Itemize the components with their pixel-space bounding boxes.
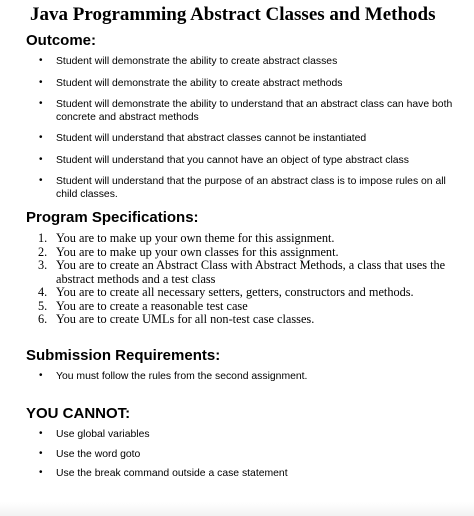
- list-item-text: Student will understand that you cannot have an object of type abstract class: [56, 154, 409, 166]
- list-item: [26, 429, 460, 442]
- list-item-text: You are to create UMLs for all non-test case classes.: [56, 312, 315, 326]
- list-item-text: You are to create an Abstract Class with Abstract Methods, a class that uses the abstract methods and a test class: [56, 258, 446, 286]
- list-item: [26, 133, 460, 146]
- bullet-icon: •: [39, 98, 43, 109]
- list-item-text: Use global variables: [56, 429, 150, 440]
- outcome-list: [26, 56, 460, 201]
- list-item: [26, 259, 460, 286]
- bullet-icon: •: [39, 447, 43, 459]
- program-specifications-heading: Program Specifications:: [26, 209, 199, 226]
- program-specifications-list: [26, 232, 460, 327]
- list-item: [26, 300, 460, 314]
- list-item: [26, 232, 460, 246]
- list-item: [26, 246, 460, 260]
- list-item-text: You are to create a reasonable test case: [56, 298, 248, 313]
- outcome-heading: Outcome:: [26, 32, 97, 49]
- list-item-number: 1.: [38, 231, 48, 245]
- bullet-icon: •: [39, 153, 43, 165]
- you-cannot-heading: YOU CANNOT:: [26, 405, 131, 422]
- list-item-text: Student will understand that the purpose of an abstract class is to impose rules on all child classes.: [56, 176, 446, 200]
- bullet-icon: •: [39, 428, 43, 439]
- list-item: [26, 313, 460, 327]
- page-title: Java Programming Abstract Classes and Methods: [30, 4, 436, 25]
- submission-requirements-list: [26, 371, 460, 384]
- list-item-text: You are to make up your own theme for this assignment.: [56, 231, 335, 245]
- list-item-text: Use the break command outside a case statement: [56, 468, 288, 479]
- list-item: [26, 56, 460, 69]
- list-item: [26, 176, 460, 201]
- submission-requirements-heading: Submission Requirements:: [26, 346, 221, 364]
- list-item-number: 3.: [38, 258, 48, 272]
- bullet-icon: •: [39, 76, 43, 88]
- you-cannot-list: [26, 429, 460, 481]
- list-item: [26, 449, 460, 462]
- list-item: [26, 468, 460, 481]
- page-bottom-edge: [0, 502, 474, 516]
- bullet-icon: •: [39, 369, 43, 381]
- list-item: [26, 371, 460, 384]
- list-item-number: 4.: [38, 285, 48, 299]
- list-item-text: Student will demonstrate the ability to create abstract classes: [56, 56, 338, 67]
- list-item-number: 2.: [38, 244, 48, 259]
- bullet-icon: •: [39, 175, 43, 186]
- list-item-number: 5.: [38, 298, 48, 313]
- list-item: [26, 99, 460, 124]
- list-item: [26, 155, 460, 168]
- list-item-text: You must follow the rules from the second assignment.: [56, 370, 308, 382]
- list-item-text: Student will demonstrate the ability to create abstract methods: [56, 77, 343, 89]
- list-item-text: Use the word goto: [56, 448, 141, 460]
- list-item: [26, 78, 460, 91]
- list-item-number: 6.: [38, 312, 48, 326]
- bullet-icon: •: [39, 55, 43, 66]
- list-item: [26, 286, 460, 300]
- list-item-text: Student will understand that abstract classes cannot be instantiated: [56, 133, 367, 144]
- list-item-text: You are to create all necessary setters, getters, constructors and methods.: [56, 285, 414, 299]
- list-item-text: You are to make up your own classes for this assignment.: [56, 244, 339, 259]
- list-item-text: Student will demonstrate the ability to understand that an abstract class can have both concrete and abstract methods: [56, 99, 453, 123]
- bullet-icon: •: [39, 132, 43, 143]
- bullet-icon: •: [39, 467, 43, 478]
